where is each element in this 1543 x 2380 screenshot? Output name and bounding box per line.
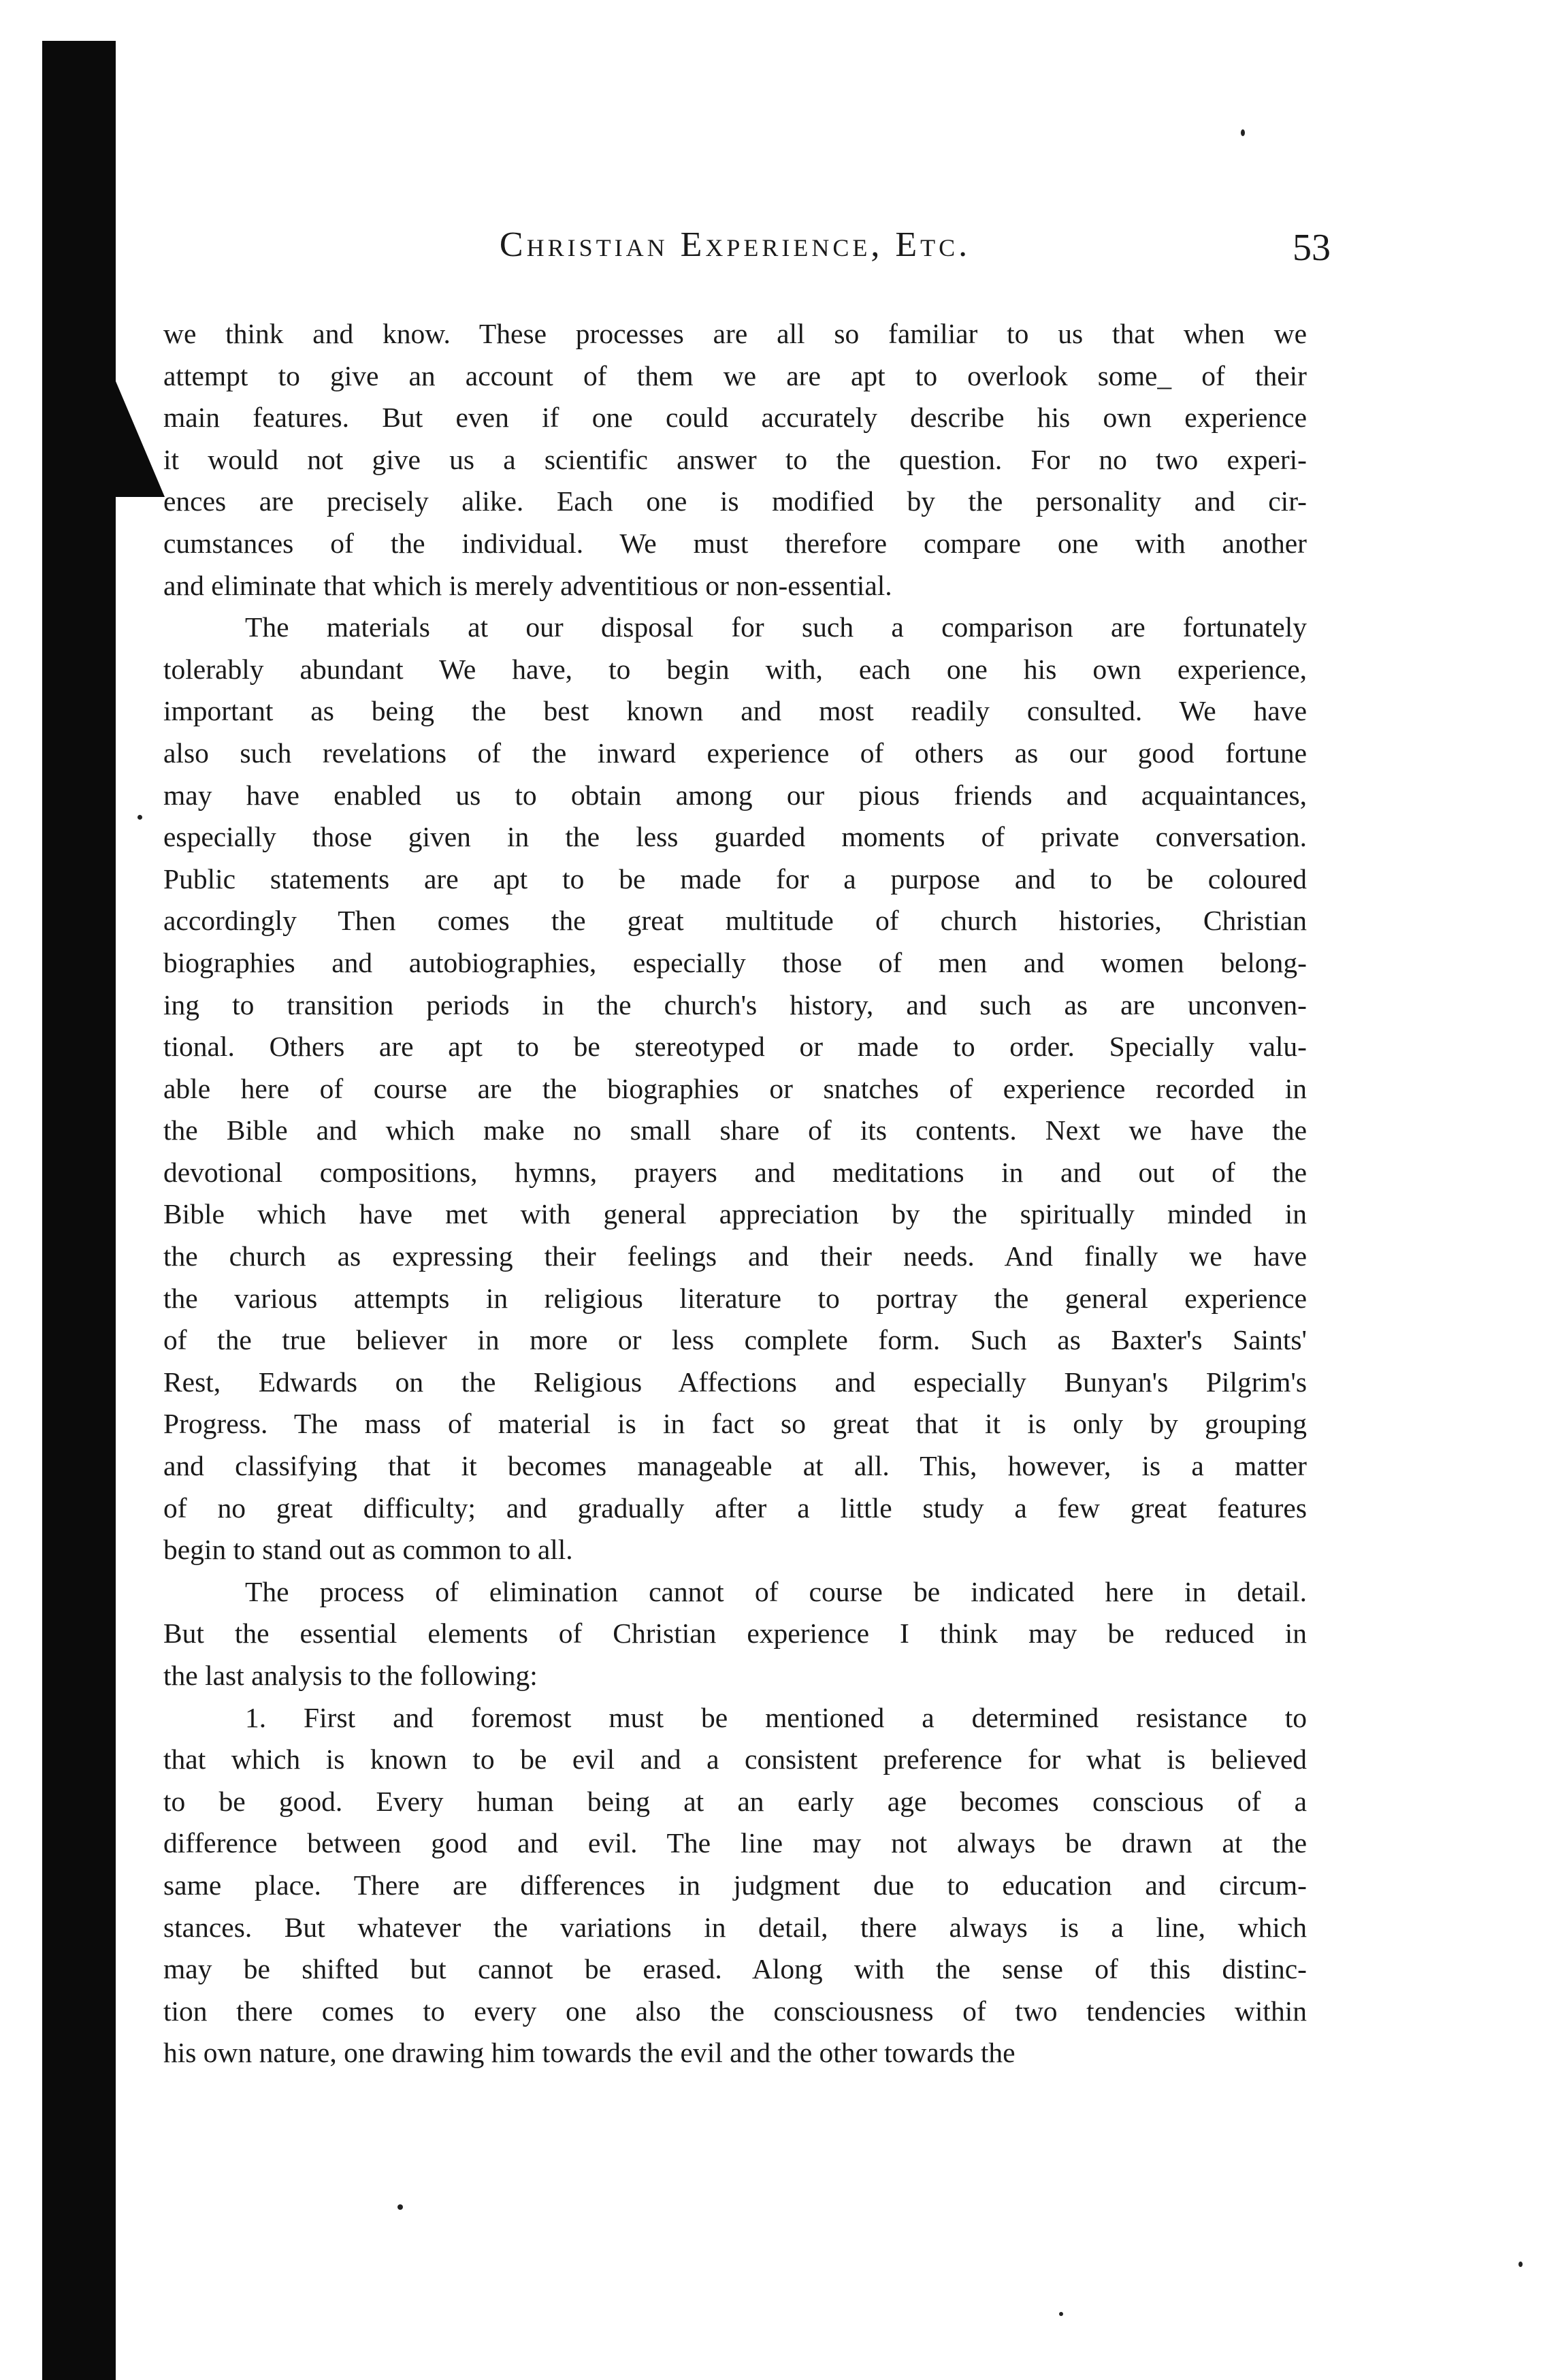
paragraph [163, 1697, 1307, 2074]
text-line: and classifying that it becomes manageable at all. This, however, is a matter [163, 1450, 1307, 1482]
text-line: Bible which have met with general appreciation by the spiritually minded in [163, 1198, 1307, 1230]
paragraph [163, 313, 1307, 607]
text-line: able here of course are the biographies or snatches of experience recorded in [163, 1072, 1307, 1104]
running-title: Christian Experience, Etc. [499, 225, 971, 264]
body-text [163, 313, 1307, 2074]
text-line: Progress. The mass of material is in fact so great that it is only by grouping [163, 1408, 1307, 1440]
text-line: difference between good and evil. The line may not always be drawn at the [163, 1827, 1307, 1859]
text-line: it would not give us a scientific answer to the question. For no two experi- [163, 443, 1307, 475]
running-head [163, 225, 1331, 286]
text-line: that which is known to be evil and a consistent preference for what is believed [163, 1743, 1307, 1775]
text-line: ing to transition periods in the church's history, and such as are unconven- [163, 988, 1307, 1020]
text-line: may be shifted but cannot be erased. Along with the sense of this distinc- [163, 1953, 1307, 1985]
text-line: Public statements are apt to be made for a purpose and to be coloured [163, 863, 1307, 895]
scan-speck [1241, 129, 1245, 136]
text-line: and eliminate that which is merely adventitious or non-essential. [163, 569, 892, 601]
text-line: to be good. Every human being at an early age becomes conscious of a [163, 1785, 1307, 1817]
text-line: biographies and autobiographies, especially those of men and women belong- [163, 946, 1307, 978]
paragraph [163, 1571, 1307, 1697]
text-line: The materials at our disposal for such a comparison are fortunately [245, 611, 1307, 643]
scan-binding-notch [42, 381, 165, 497]
scan-speck [397, 2204, 403, 2210]
text-line: the Bible and which make no small share of its contents. Next we have the [163, 1114, 1307, 1146]
scan-speck [1518, 2262, 1523, 2267]
text-line: Rest, Edwards on the Religious Affections and especially Bunyan's Pilgrim's [163, 1366, 1307, 1398]
page-number: 53 [1293, 227, 1331, 269]
text-line: ences are precisely alike. Each one is modified by the personality and cir- [163, 485, 1307, 517]
scan-speck [1059, 2312, 1063, 2316]
text-line: of the true believer in more or less complete form. Such as Baxter's Saints' [163, 1324, 1307, 1356]
text-line: also such revelations of the inward experience of others as our good fortune [163, 737, 1307, 769]
text-line: cumstances of the individual. We must therefore compare one with another [163, 527, 1307, 559]
book-page [163, 225, 1331, 2074]
text-line: The process of elimination cannot of course be indicated here in detail. [245, 1575, 1307, 1607]
text-line: 1. First and foremost must be mentioned a determined resistance to [245, 1701, 1307, 1733]
paragraph [163, 607, 1307, 1571]
text-line: same place. There are differences in judgment due to education and circum- [163, 1869, 1307, 1901]
text-line: of no great difficulty; and gradually after a little study a few great features [163, 1492, 1307, 1524]
text-line: tional. Others are apt to be stereotyped or made to order. Specially valu- [163, 1031, 1307, 1063]
text-line: devotional compositions, hymns, prayers and meditations in and out of the [163, 1156, 1307, 1188]
text-line: the various attempts in religious literature to portray the general experience [163, 1282, 1307, 1314]
text-line: main features. But even if one could accurately describe his own experience [163, 402, 1307, 434]
text-line: especially those given in the less guarded moments of private conversation. [163, 821, 1307, 853]
text-line: But the essential elements of Christian experience I think may be reduced in [163, 1618, 1307, 1650]
text-line: the church as expressing their feelings and their needs. And finally we have [163, 1240, 1307, 1272]
text-line: the last analysis to the following: [163, 1660, 538, 1691]
text-line: we think and know. These processes are all so familiar to us that when we [163, 318, 1307, 349]
scan-speck [137, 815, 142, 820]
text-line: tolerably abundant We have, to begin with, each one his own experience, [163, 653, 1307, 685]
text-line: may have enabled us to obtain among our pious friends and acquaintances, [163, 779, 1307, 811]
text-line: attempt to give an account of them we are apt to overlook some_ of their [163, 359, 1307, 391]
text-line: tion there comes to every one also the consciousness of two tendencies within [163, 1995, 1307, 2027]
text-line: begin to stand out as common to all. [163, 1534, 573, 1566]
text-line: his own nature, one drawing him towards the evil and the other towards the [163, 2037, 1016, 2069]
text-line: stances. But whatever the variations in detail, there always is a line, which [163, 1911, 1307, 1943]
text-line: accordingly Then comes the great multitude of church histories, Christian [163, 905, 1307, 937]
text-line: important as being the best known and most readily consulted. We have [163, 695, 1307, 727]
